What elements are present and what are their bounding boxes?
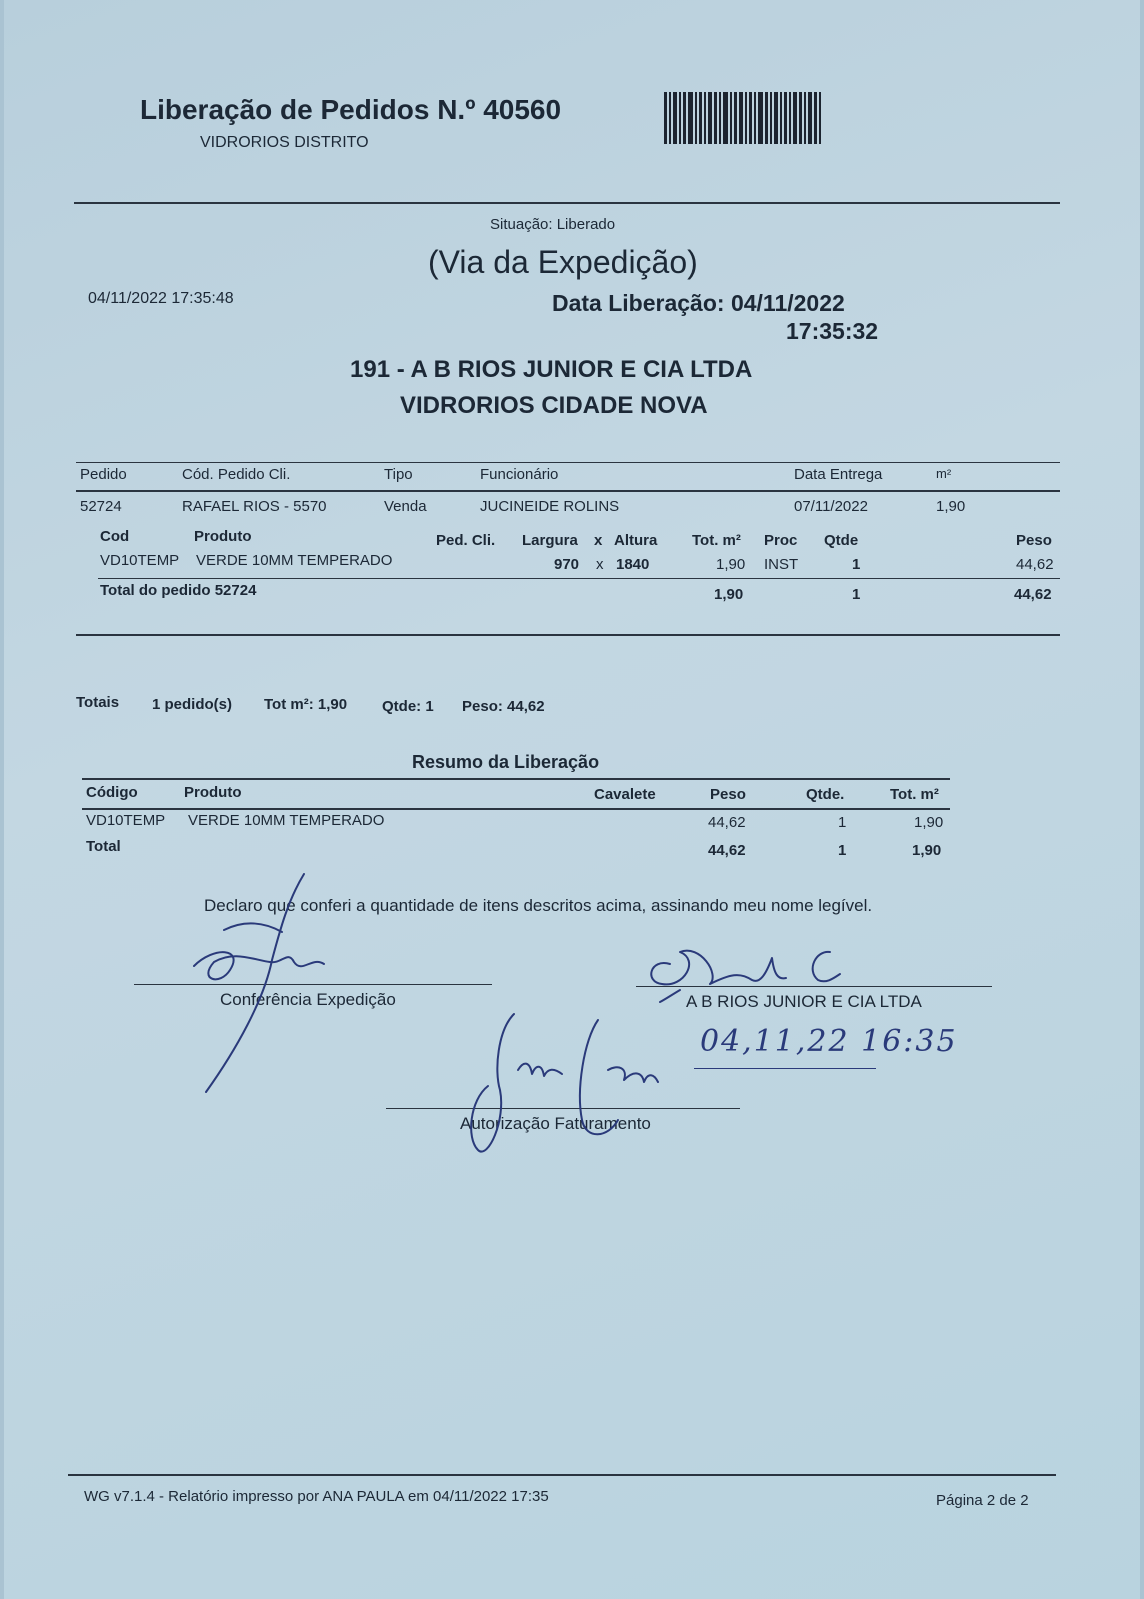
footer-page-number: Página 2 de 2	[936, 1492, 1029, 1509]
item-header-peso: Peso	[1016, 532, 1052, 549]
header-divider	[74, 202, 1060, 204]
summary-header-peso: Peso	[710, 786, 746, 803]
item-peso: 44,62	[1016, 556, 1054, 573]
col-header-pedido: Pedido	[80, 466, 127, 483]
footer-divider	[68, 1474, 1056, 1476]
summary-title: Resumo da Liberação	[412, 752, 600, 772]
order-total-peso: 44,62	[1014, 586, 1052, 603]
col-header-tipo: Tipo	[384, 466, 413, 483]
copy-designation: (Via da Expedição)	[428, 244, 698, 280]
totals-qtde: Qtde: 1	[382, 698, 434, 715]
order-table-bottom-line	[76, 634, 1060, 636]
release-time: 17:35:32	[786, 318, 879, 344]
item-header-tot-m2: Tot. m²	[692, 532, 741, 549]
item-altura: 1840	[616, 556, 650, 573]
print-datetime: 04/11/2022 17:35:48	[88, 290, 234, 307]
order-cod-pedido-cli: RAFAEL RIOS - 5570	[182, 498, 327, 515]
order-pedido: 52724	[80, 498, 122, 515]
totals-pedidos: 1 pedido(s)	[152, 696, 233, 713]
summary-top-line	[82, 778, 950, 780]
item-produto: VERDE 10MM TEMPERADO	[196, 552, 393, 569]
handwritten-date-underline	[694, 1068, 876, 1069]
summary-header-tot-m2: Tot. m²	[890, 786, 939, 803]
item-header-qtde: Qtde	[824, 532, 859, 549]
handwritten-signature-conferencia	[184, 870, 344, 1100]
col-header-m2: m²	[936, 466, 952, 481]
client-name: 191 - A B RIOS JUNIOR E CIA LTDA	[350, 356, 753, 383]
signature-label-autorizacao: Autorização Faturamento	[460, 1114, 651, 1133]
item-cod: VD10TEMP	[100, 552, 180, 569]
item-header-produto: Produto	[194, 528, 252, 545]
summary-codigo: VD10TEMP	[86, 812, 166, 829]
client-store: VIDRORIOS CIDADE NOVA	[400, 392, 708, 419]
item-largura: 970	[554, 556, 580, 573]
item-header-largura: Largura	[522, 532, 578, 549]
signature-label-conferencia: Conferência Expedição	[220, 990, 396, 1009]
order-total-qtde: 1	[852, 586, 861, 603]
summary-total-qtde: 1	[838, 842, 847, 859]
item-header-x: x	[594, 532, 603, 549]
summary-produto: VERDE 10MM TEMPERADO	[188, 812, 385, 829]
handwritten-signature-autorizacao	[458, 1010, 678, 1170]
order-subtotal-line	[98, 578, 1060, 579]
footer-print-info: WG v7.1.4 - Relatório impresso por ANA PAULA em 04/11/2022 17:35	[84, 1488, 549, 1505]
order-m2: 1,90	[936, 498, 966, 515]
barcode	[664, 92, 840, 144]
summary-tot-m2: 1,90	[914, 814, 944, 831]
item-qtde: 1	[852, 556, 861, 573]
summary-qtde: 1	[838, 814, 847, 831]
item-tot-m2: 1,90	[716, 556, 746, 573]
order-total-tot-m2: 1,90	[714, 586, 744, 603]
summary-header-cavalete: Cavalete	[594, 786, 656, 803]
summary-header-qtde: Qtde.	[806, 786, 845, 803]
situation-status: Situação: Liberado	[490, 216, 616, 233]
totals-tot-m2: Tot m²: 1,90	[264, 696, 348, 713]
document-title: Liberação de Pedidos N.º 40560	[140, 94, 562, 125]
handwritten-date: 04,11,22 16:35	[700, 1024, 958, 1059]
order-tipo: Venda	[384, 498, 427, 515]
summary-peso: 44,62	[708, 814, 746, 831]
summary-total-label: Total	[86, 838, 121, 855]
summary-header-codigo: Código	[86, 784, 138, 801]
item-header-altura: Altura	[614, 532, 658, 549]
summary-header-line	[82, 808, 950, 810]
item-x: x	[596, 556, 604, 573]
summary-total-peso: 44,62	[708, 842, 746, 859]
order-table-top-line	[76, 462, 1060, 463]
document-page	[4, 0, 1140, 1599]
totals-peso: Peso: 44,62	[462, 698, 545, 715]
col-header-funcionario: Funcionário	[480, 466, 559, 483]
item-header-ped-cli: Ped. Cli.	[436, 532, 496, 549]
item-proc: INST	[764, 556, 799, 573]
summary-total-tot-m2: 1,90	[912, 842, 942, 859]
order-funcionario: JUCINEIDE ROLINS	[480, 498, 620, 515]
col-header-data-entrega: Data Entrega	[794, 466, 883, 483]
order-table-header-line	[76, 490, 1060, 492]
order-data-entrega: 07/11/2022	[794, 498, 868, 515]
summary-header-produto: Produto	[184, 784, 242, 801]
item-header-proc: Proc	[764, 532, 798, 549]
signature-label-cliente: A B RIOS JUNIOR E CIA LTDA	[686, 992, 922, 1011]
order-total-label: Total do pedido 52724	[100, 582, 257, 599]
company-name: VIDRORIOS DISTRITO	[200, 134, 369, 151]
release-date: Data Liberação: 04/11/2022	[552, 290, 845, 316]
declaration-text: Declaro que conferi a quantidade de itens descritos acima, assinando meu nome legível.	[204, 896, 873, 915]
item-header-cod: Cod	[100, 528, 130, 545]
col-header-cod-pedido-cli: Cód. Pedido Cli.	[182, 466, 291, 483]
handwritten-signature-cliente	[640, 934, 850, 1004]
totals-label: Totais	[76, 694, 120, 711]
